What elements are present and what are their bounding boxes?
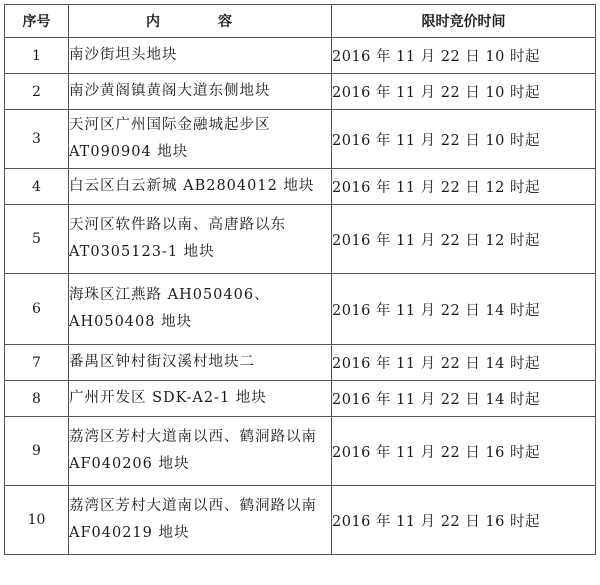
table-header-row xyxy=(5,5,596,38)
row-time: 2016 年 11 月 22 日 14 时起 xyxy=(332,381,596,417)
row-content: 南沙黄阁镇黄阁大道东侧地块 xyxy=(69,74,332,110)
row-content: 海珠区江燕路 AH050406、AH050408 地块 xyxy=(69,274,332,345)
row-content: 荔湾区芳村大道南以西、鹤洞路以南 AF040219 地块 xyxy=(69,486,332,555)
row-time: 2016 年 11 月 22 日 10 时起 xyxy=(332,74,596,110)
table-row xyxy=(5,417,596,486)
row-time: 2016 年 11 月 22 日 16 时起 xyxy=(332,486,596,555)
row-time: 2016 年 11 月 22 日 12 时起 xyxy=(332,205,596,274)
row-content: 天河区广州国际金融城起步区 AT090904 地块 xyxy=(69,110,332,169)
row-content: 番禺区钟村街汉溪村地块二 xyxy=(69,345,332,381)
table-row xyxy=(5,274,596,345)
row-index: 5 xyxy=(5,205,69,274)
table-row xyxy=(5,74,596,110)
land-auction-table xyxy=(4,4,596,555)
table-row xyxy=(5,345,596,381)
table-row xyxy=(5,381,596,417)
row-index: 3 xyxy=(5,110,69,169)
header-index: 序号 xyxy=(5,5,69,38)
row-time: 2016 年 11 月 22 日 14 时起 xyxy=(332,274,596,345)
table-row xyxy=(5,38,596,74)
row-index: 4 xyxy=(5,169,69,205)
row-content: 白云区白云新城 AB2804012 地块 xyxy=(69,169,332,205)
row-index: 6 xyxy=(5,274,69,345)
table-row xyxy=(5,205,596,274)
row-time: 2016 年 11 月 22 日 10 时起 xyxy=(332,38,596,74)
row-index: 2 xyxy=(5,74,69,110)
row-index: 8 xyxy=(5,381,69,417)
table-row xyxy=(5,169,596,205)
table-row xyxy=(5,486,596,555)
table-row xyxy=(5,110,596,169)
row-time: 2016 年 11 月 22 日 12 时起 xyxy=(332,169,596,205)
row-time: 2016 年 11 月 22 日 14 时起 xyxy=(332,345,596,381)
row-index: 1 xyxy=(5,38,69,74)
row-content: 天河区软件路以南、高唐路以东 AT0305123-1 地块 xyxy=(69,205,332,274)
row-index: 7 xyxy=(5,345,69,381)
row-time: 2016 年 11 月 22 日 10 时起 xyxy=(332,110,596,169)
row-content: 南沙街坦头地块 xyxy=(69,38,332,74)
row-index: 9 xyxy=(5,417,69,486)
row-time: 2016 年 11 月 22 日 16 时起 xyxy=(332,417,596,486)
row-index: 10 xyxy=(5,486,69,555)
row-content: 广州开发区 SDK-A2-1 地块 xyxy=(69,381,332,417)
header-time: 限时竞价时间 xyxy=(332,5,596,38)
header-content: 内 容 xyxy=(69,5,332,38)
row-content: 荔湾区芳村大道南以西、鹤洞路以南 AF040206 地块 xyxy=(69,417,332,486)
